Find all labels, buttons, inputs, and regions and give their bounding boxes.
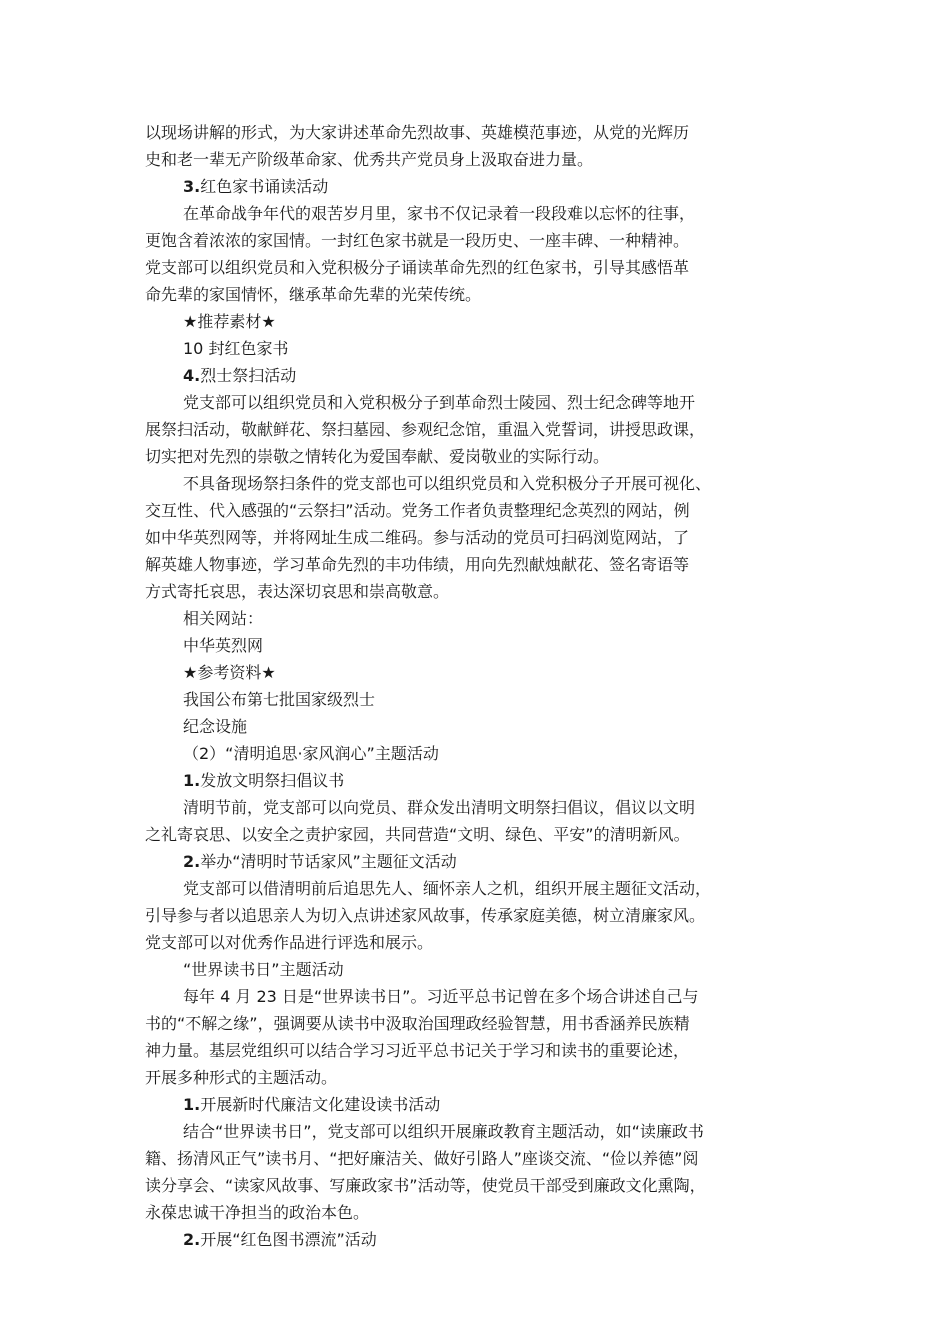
text-line — [145, 740, 815, 767]
text-line — [145, 524, 815, 551]
text-line — [145, 875, 815, 902]
line-text: 党支部可以组织党员和入党积极分子诵读革命先烈的红色家书，引导其感悟革 — [145, 258, 690, 277]
item-number: 1. — [183, 771, 201, 790]
text-line — [145, 416, 815, 443]
line-text: 烈士祭扫活动 — [200, 366, 297, 385]
line-text: （2）“清明追思·家风润心”主题活动 — [183, 744, 439, 763]
text-line — [145, 1010, 815, 1037]
text-line — [145, 956, 815, 983]
text-line — [145, 578, 815, 605]
text-line — [145, 1091, 815, 1118]
text-line — [145, 443, 815, 470]
line-text: 更饱含着浓浓的家国情。一封红色家书就是一段历史、一座丰碑、一种精神。 — [145, 231, 690, 250]
line-text: 引导参与者以追思亲人为切入点讲述家风故事，传承家庭美德，树立清廉家风。 — [145, 906, 706, 925]
line-text: 开展“红色图书漂流”活动 — [200, 1230, 377, 1249]
text-line — [145, 1145, 815, 1172]
line-text: 切实把对先烈的崇敬之情转化为爱国奉献、爱岗敬业的实际行动。 — [145, 447, 610, 466]
text-line — [145, 227, 815, 254]
text-line — [145, 362, 815, 389]
line-text: 党支部可以组织党员和入党积极分子到革命烈士陵园、烈士纪念碑等地开 — [183, 393, 696, 412]
line-text: 党支部可以对优秀作品进行评选和展示。 — [145, 933, 434, 952]
line-text: 我国公布第七批国家级烈士 — [183, 690, 376, 709]
text-line — [145, 1226, 815, 1253]
text-line — [145, 1037, 815, 1064]
document-body — [145, 119, 815, 1253]
line-text: 以现场讲解的形式，为大家讲述革命先烈故事、英雄模范事迹，从党的光辉历 — [145, 123, 690, 142]
line-text: 开展新时代廉洁文化建设读书活动 — [200, 1095, 441, 1114]
text-line — [145, 1118, 815, 1145]
line-text: ★推荐素材★ — [183, 312, 276, 331]
item-number: 2. — [183, 1230, 201, 1249]
text-line — [145, 713, 815, 740]
line-text: 10 封红色家书 — [183, 339, 289, 358]
line-text: 永葆忠诚干净担当的政治本色。 — [145, 1203, 370, 1222]
line-text: 神力量。基层党组织可以结合学习习近平总书记关于学习和读书的重要论述， — [145, 1041, 690, 1060]
text-line — [145, 983, 815, 1010]
line-text: 书的“不解之缘”，强调要从读书中汲取治国理政经验智慧，用书香涵养民族精 — [145, 1014, 690, 1033]
line-text: 中华英烈网 — [183, 636, 264, 655]
text-line — [145, 497, 815, 524]
line-text: 方式寄托哀思，表达深切哀思和崇高敬意。 — [145, 582, 450, 601]
line-text: 交互性、代入感强的“云祭扫”活动。党务工作者负责整理纪念英烈的网站，例 — [145, 501, 690, 520]
text-line — [145, 1172, 815, 1199]
line-text: ★参考资料★ — [183, 663, 276, 682]
text-line — [145, 794, 815, 821]
line-text: 每年 4 月 23 日是“世界读书日”。习近平总书记曾在多个场合讲述自己与 — [183, 987, 699, 1006]
line-text: 纪念设施 — [183, 717, 248, 736]
text-line — [145, 308, 815, 335]
text-line — [145, 1199, 815, 1226]
text-line — [145, 470, 815, 497]
line-text: 解英雄人物事迹，学习革命先烈的丰功伟绩，用向先烈献烛献花、签名寄语等 — [145, 555, 690, 574]
line-text: “世界读书日”主题活动 — [183, 960, 344, 979]
item-number: 3. — [183, 177, 201, 196]
item-number: 4. — [183, 366, 201, 385]
line-text: 发放文明祭扫倡议书 — [200, 771, 345, 790]
line-text: 籍、扬清风正气”读书月、“把好廉洁关、做好引路人”座谈交流、“俭以养德”阅 — [145, 1149, 699, 1168]
text-line — [145, 1064, 815, 1091]
text-line — [145, 767, 815, 794]
line-text: 之礼寄哀思、以安全之责护家园，共同营造“文明、绿色、平安”的清明新风。 — [145, 825, 690, 844]
text-line — [145, 389, 815, 416]
item-number: 2. — [183, 852, 201, 871]
text-line — [145, 281, 815, 308]
item-number: 1. — [183, 1095, 201, 1114]
text-line — [145, 848, 815, 875]
text-line — [145, 200, 815, 227]
text-line — [145, 551, 815, 578]
line-text: 如中华英烈网等，并将网址生成二维码。参与活动的党员可扫码浏览网站，了 — [145, 528, 690, 547]
text-line — [145, 254, 815, 281]
line-text: 红色家书诵读活动 — [200, 177, 329, 196]
line-text: 不具备现场祭扫条件的党支部也可以组织党员和入党积极分子开展可视化、 — [183, 474, 712, 493]
line-text: 在革命战争年代的艰苦岁月里，家书不仅记录着一段段难以忘怀的往事， — [183, 204, 696, 223]
text-line — [145, 119, 815, 146]
line-text: 命先辈的家国情怀，继承革命先辈的光荣传统。 — [145, 285, 482, 304]
line-text: 清明节前，党支部可以向党员、群众发出清明文明祭扫倡议，倡议以文明 — [183, 798, 696, 817]
text-line — [145, 821, 815, 848]
text-line — [145, 335, 815, 362]
line-text: 史和老一辈无产阶级革命家、优秀共产党员身上汲取奋进力量。 — [145, 150, 594, 169]
line-text: 读分享会、“读家风故事、写廉政家书”活动等，使党员干部受到廉政文化熏陶， — [145, 1176, 706, 1195]
text-line — [145, 146, 815, 173]
text-line — [145, 902, 815, 929]
text-line — [145, 929, 815, 956]
line-text: 相关网站： — [183, 609, 264, 628]
text-line — [145, 173, 815, 200]
line-text: 举办“清明时节话家风”主题征文活动 — [200, 852, 457, 871]
text-line — [145, 659, 815, 686]
line-text: 展祭扫活动，敬献鲜花、祭扫墓园、参观纪念馆，重温入党誓词，讲授思政课， — [145, 420, 706, 439]
text-line — [145, 605, 815, 632]
line-text: 结合“世界读书日”，党支部可以组织开展廉政教育主题活动，如“读廉政书 — [183, 1122, 704, 1141]
text-line — [145, 686, 815, 713]
line-text: 开展多种形式的主题活动。 — [145, 1068, 338, 1087]
text-line — [145, 632, 815, 659]
line-text: 党支部可以借清明前后追思先人、缅怀亲人之机，组织开展主题征文活动， — [183, 879, 712, 898]
